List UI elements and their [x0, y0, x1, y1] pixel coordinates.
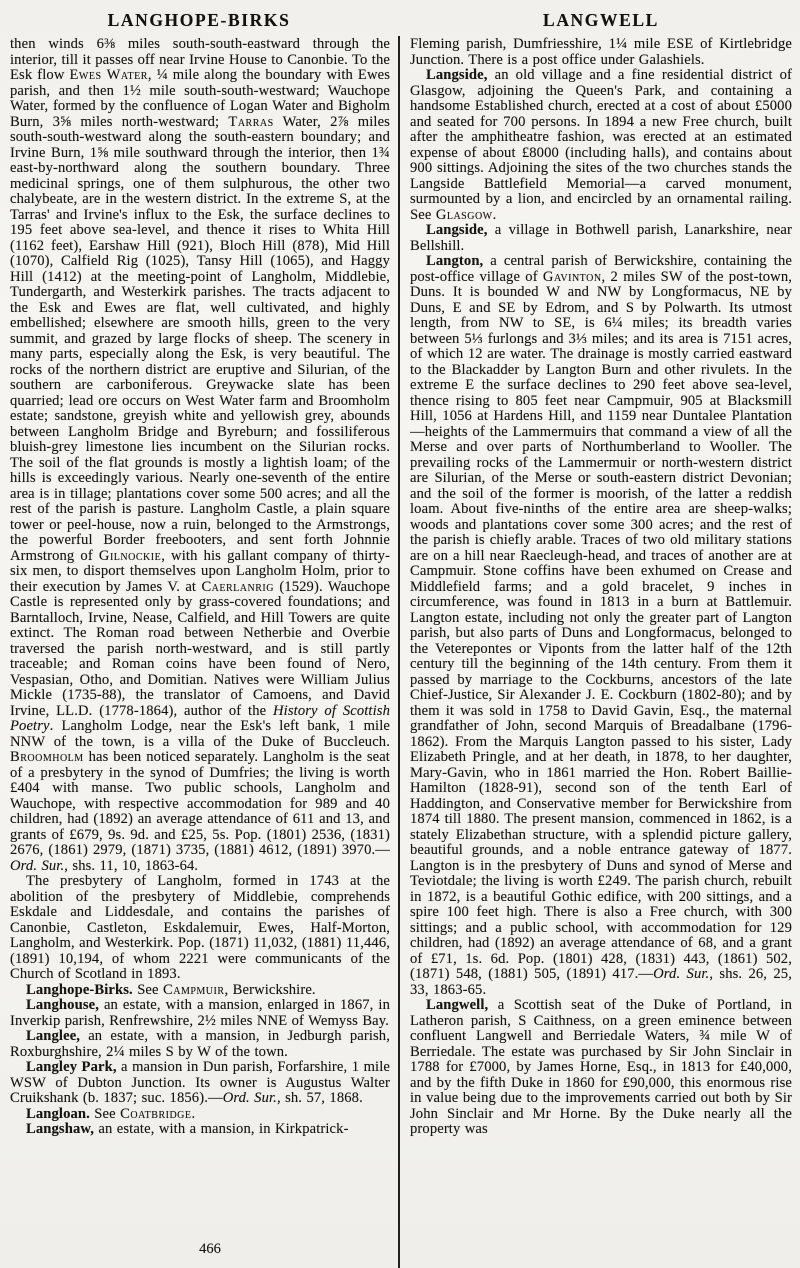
entry-paragraph: [10, 983, 390, 999]
entry-paragraph: [10, 998, 390, 1029]
text-run: , 2 miles SW of the post-town, Duns. It is bounded W and NW by Longformacus, NE by Duns, E and SE by Edrom, and S by Polwarth. Its utmost length, from NW to SE, is 6¼ miles; its breadth varies between 5⅓ furlongs and 3⅓ miles; and its area is 7151 acres, of which 12 are water. The drainage is mostly carried eastward to the Blackadder by Langton Burn and other rivulets. In the extreme E the surface declines to 290 feet above sea-level, thence rising to 805 feet near Campmuir, 905 at Blacksmill Hill, 1056 at Hardens Hill, and 1159 near Duntalee Plantation—heights of the Lammermuirs that command a view of all the Merse and over parts of Northumberland to Wooller. The prevailing rocks of the Lammermuir or north-western district are Silurian, of the Merse or south-eastern district Devonian; and the soil of the former is moorish, of the latter a reddish loam. About five-ninths of the entire area are sheep-walks; woods and plantations cover some 300 acres; and the rest of the parish is chiefly arable. Traces of two old military stations are on a hill near Raecleugh-head, and traces of another are at Campmuir. Stone coffins have been exhumed on Crease and Middlefield farms; and a gold bracelet, 9 inches in circumference, was found in 1813 in a burn at Battlemuir. Langton estate, including not only the greater part of Langton parish, but also parts of Duns and Longformacus, belonged to the Veterepontes or Viponts from the latter half of the 12th century till the beginning of the 14th century. From them it passed by marriage to the Cockburns, ancestors of the late Chief-Justice, Sir Alexander J. E. Cockburn (1802-80); and by them it was sold in 1758 to David Gavin, Esq., the maternal grandfather of John, second Marquis of Breadalbane (1796-1862). From the Marquis Langton passed to his sister, Lady Elizabeth Pringle, and at her death, in 1878, to her daughter, Mary-Gavin, who in 1861 married the Hon. Robert Baillie-Hamilton (1828-91), second son of the tenth Earl of Haddington, and Conservative member for Berwickshire from 1874 till 1880. The present mansion, commenced in 1862, is a stately Elizabethan structure, with a splendid picture gallery, beautiful grounds, and a noble entrance gateway of 1877. Langton is in the presbytery of Duns and synod of Merse and Teviotdale; the living is worth £249. The parish church, rebuilt in 1872, is a beautiful Gothic edifice, with 200 sittings, and a spire 100 feet high. There is also a Free church, with 300 sittings; and a public school, with accommodation for 129 children, had (1892) an average attendance of 68, and a grant of £71, 1s. 6d. Pop. (1801) 428, (1831) 443, (1861) 502, (1871) 548, (1881) 505, (1891) 417.—: [410, 268, 792, 982]
running-head-left: LANGHOPE-BIRKS: [107, 10, 291, 30]
text-run: Water, 2⅞ miles south-south-westward along the south-eastern boundary; and Irvine Burn, 1⅝ mile southward through the interior, then 1¾ east-by-northward along the southern boundary. Three medicinal springs, one of them sulphurous, the other two chalybeate, are in the western district. In the extreme S, at the Tarras' and Irvine's influx to the Esk, the surface declines to 195 feet above sea-level, and thence it rises to Whita Hill (1162 feet), Earshaw Hill (921), Bloch Hill (878), Mid Hill (1070), Calfield Rig (1025), Tansy Hill (1065), and Haggy Hill (1412) at the meeting-point of Langholm, Middlebie, Tundergarth, and Westerkirk parishes. The tracts adjacent to the Esk and Ewes are flat, well cultivated, and highly embellished; elsewhere are smooth hills, green to the very summit, and grazed by large flocks of sheep. The scenery in many parts, especially along the Esk, is very beautiful. The rocks of the northern district are eruptive and Silurian, of the southern are carboniferous. Greywacke slate has been quarried; lead ore occurs on West Water farm and Broomholm estate; sandstone, greyish white and yellowish grey, abounds between Langholm Bridge and Byreburn; and fossiliferous bluish-grey limestone lies incumbent on the Silurian rocks. The soil of the flat grounds is mostly a lightish loam; of the hills is exceedingly various. Nearly one-seventh of the entire area is in tillage; plantations cover some 500 acres; and all the rest of the parish is pasture. Langholm Castle, a plain square tower or peel-house, now a ruin, belonged to the Armstrongs, the powerful Border freebooters, and sent forth Johnnie Armstrong of: [10, 113, 390, 564]
cross-reference: Caerlanrig: [201, 578, 274, 595]
entry-paragraph: [10, 1029, 390, 1060]
text-run: an estate, with a mansion, enlarged in 1867, in Inverkip parish, Renfrewshire, 2½ miles NNE of Wemyss Bay.: [10, 997, 390, 1029]
entry-paragraph: [410, 254, 792, 998]
entry-name: Langlee,: [26, 1028, 81, 1044]
text-run: , shs. 11, 10, 1863-64.: [64, 857, 199, 874]
cross-reference: Glasgow: [435, 206, 493, 223]
entry-name: Langhouse,: [26, 997, 99, 1013]
text-run: See: [132, 981, 163, 998]
text-run: , Berwickshire.: [224, 981, 316, 998]
cross-reference: Gavinton: [542, 268, 602, 285]
entry-paragraph: [10, 1122, 390, 1138]
text-run: a central parish of Berwickshire, containing the post-office village of: [410, 253, 792, 285]
text-run: . Langholm Lodge, near the Esk's left bank, 1 mile NNW of the town, is a villa of the Duke of Buccleuch.: [10, 718, 390, 750]
entry-name: Langwell,: [426, 997, 489, 1013]
cross-reference: Gilnockie: [98, 547, 162, 564]
text-run: The presbytery of Langholm, formed in 1743 at the abolition of the presbytery of Middlebie, comprehends Eskdale and Liddesdale, and contains the parishes of Canonbie, Castleton, Eskdalemuir, Ewes, Half-Morton, Langholm, and Westerkirk. Pop. (1871) 11,032, (1881) 11,446, (1891) 10,194, of whom 2221 were communicants of the Church of Scotland in 1893.: [10, 873, 390, 982]
entry-paragraph: [10, 37, 390, 874]
cross-reference: Coatbridge: [120, 1105, 192, 1122]
entry-paragraph: [10, 874, 390, 983]
text-run: , ¼ mile along the boundary with Ewes parish, and then 1½ mile south-south-westward; Wauchope Water, formed by the confluence of Logan Water and Bigholm Burn, 3⅝ miles north-westward;: [10, 67, 390, 130]
italic-citation: Ord. Sur.: [10, 857, 65, 874]
text-run: an estate, with a mansion, in Kirkpatrick-: [94, 1121, 349, 1137]
italic-citation: Ord. Sur.: [222, 1090, 277, 1106]
text-run: has been noticed separately. Langholm is the seat of a presbytery in the synod of Dumfries; the living is worth £404 with manse. Two public schools, Langholm and Wauchope, with respective accommodation for 989 and 40 children, had (1892) an average attendance of 611 and 13, and grants of £679, 9s. 9d. and £25, 5s. Pop. (1801) 2536, (1831) 2676, (1861) 2979, (1871) 3735, (1881) 4612, (1891) 3970.—: [10, 749, 390, 858]
entry-name: Langshaw,: [26, 1121, 94, 1137]
text-run: a mansion in Dun parish, Forfarshire, 1 mile WSW of Dubton Junction. Its owner is Augustus Walter Cruikshank (b. 1837; suc. 1856).—: [10, 1059, 390, 1106]
text-run: an old village and a fine residential district of Glasgow, adjoining the Queen's Park, and containing a handsome Established church, erected at a cost of about £5000 and seated for 700 persons. In 1894 a new Free church, built after the amphitheatre fashion, was erected at an estimated expense of about £8000 (including halls), and contains about 900 sittings. Adjoining the sites of the two churches stands the Langside Battlefield Memorial—a carved monument, surmounted by a lion, and encircled by an ornamental railing. See: [410, 67, 792, 223]
italic-citation: History of Scottish Poetry: [10, 702, 390, 734]
entry-paragraph: [10, 1107, 390, 1123]
entry-paragraph: [10, 1060, 390, 1107]
column-divider-rule: [398, 36, 400, 1268]
entry-name: Langhope-Birks.: [26, 981, 133, 998]
text-run: See: [89, 1105, 121, 1122]
entry-paragraph: [410, 998, 792, 1138]
entry-paragraph: [410, 68, 792, 223]
cross-reference: Campmuir: [163, 981, 225, 998]
text-run: Fleming parish, Dumfriesshire, 1¼ mile ESE of Kirtlebridge Junction. There is a post office under Galashiels.: [410, 37, 792, 68]
entry-name: Langside,: [426, 67, 488, 83]
text-run: , with his gallant company of thirty-six men, to disport themselves upon Langholm Holm, prior to their execution by James V. at: [10, 547, 390, 595]
running-head-right: LANGWELL: [543, 10, 659, 30]
cross-reference: Ewes Water: [69, 67, 148, 83]
text-run: a Scottish seat of the Duke of Portland, in Latheron parish, S Caithness, on a green eminence between confluent Langwell and Berriedale Waters, ¾ mile W of Berriedale. The estate was purchased by Sir John Sinclair in 1788 for £7000, by James Horne, Esq., in 1813 for £40,000, and by the fifth Duke in 1860 for £90,000, this enormous rise in value being due to the improvements carried out both by Sir John Sinclair and Mr Horne. By the Duke nearly all the property was: [410, 997, 792, 1137]
text-run: .: [191, 1105, 196, 1122]
text-run: (1529). Wauchope Castle is represented only by grass-covered foundations; and Barntalloch, Irvine, Nease, Calfield, and Hill Towers are quite extinct. The Roman road between Netherbie and Overbie traversed the parish north-westward, and is still partly traceable; and Roman coins have been found of Nero, Vespasian, Otho, and Domitian. Natives were William Julius Mickle (1735-88), the translator of Camoens, and David Irvine, LL.D. (1778-1864), author of the: [10, 578, 390, 719]
entry-paragraph: [410, 223, 792, 254]
text-run: a village in Bothwell parish, Lanarkshire, near Bellshill.: [410, 222, 792, 254]
left-text-column: [10, 37, 390, 1268]
cross-reference: Broomholm: [10, 749, 84, 765]
page-number: 466: [199, 1241, 221, 1257]
text-run: then winds 6⅜ miles south-south-eastward through the interior, till it passes off near Irvine House to Canonbie. To the Esk flow: [10, 37, 390, 83]
text-run: an estate, with a mansion, in Jedburgh parish, Roxburghshire, 2¼ miles S by W of the town.: [10, 1028, 390, 1060]
right-text-column: [410, 37, 792, 1268]
text-run: .: [492, 206, 497, 223]
entry-name: Langloan.: [26, 1105, 90, 1122]
text-run: , shs. 26, 25, 33, 1863-65.: [410, 966, 792, 998]
entry-name: Langside,: [426, 222, 488, 238]
entry-name: Langton,: [426, 253, 484, 269]
cross-reference: Tarras: [228, 113, 274, 130]
entry-name: Langley Park,: [26, 1059, 117, 1075]
italic-citation: Ord. Sur.: [653, 966, 710, 982]
text-run: , sh. 57, 1868.: [276, 1090, 363, 1106]
entry-paragraph: [410, 37, 792, 68]
